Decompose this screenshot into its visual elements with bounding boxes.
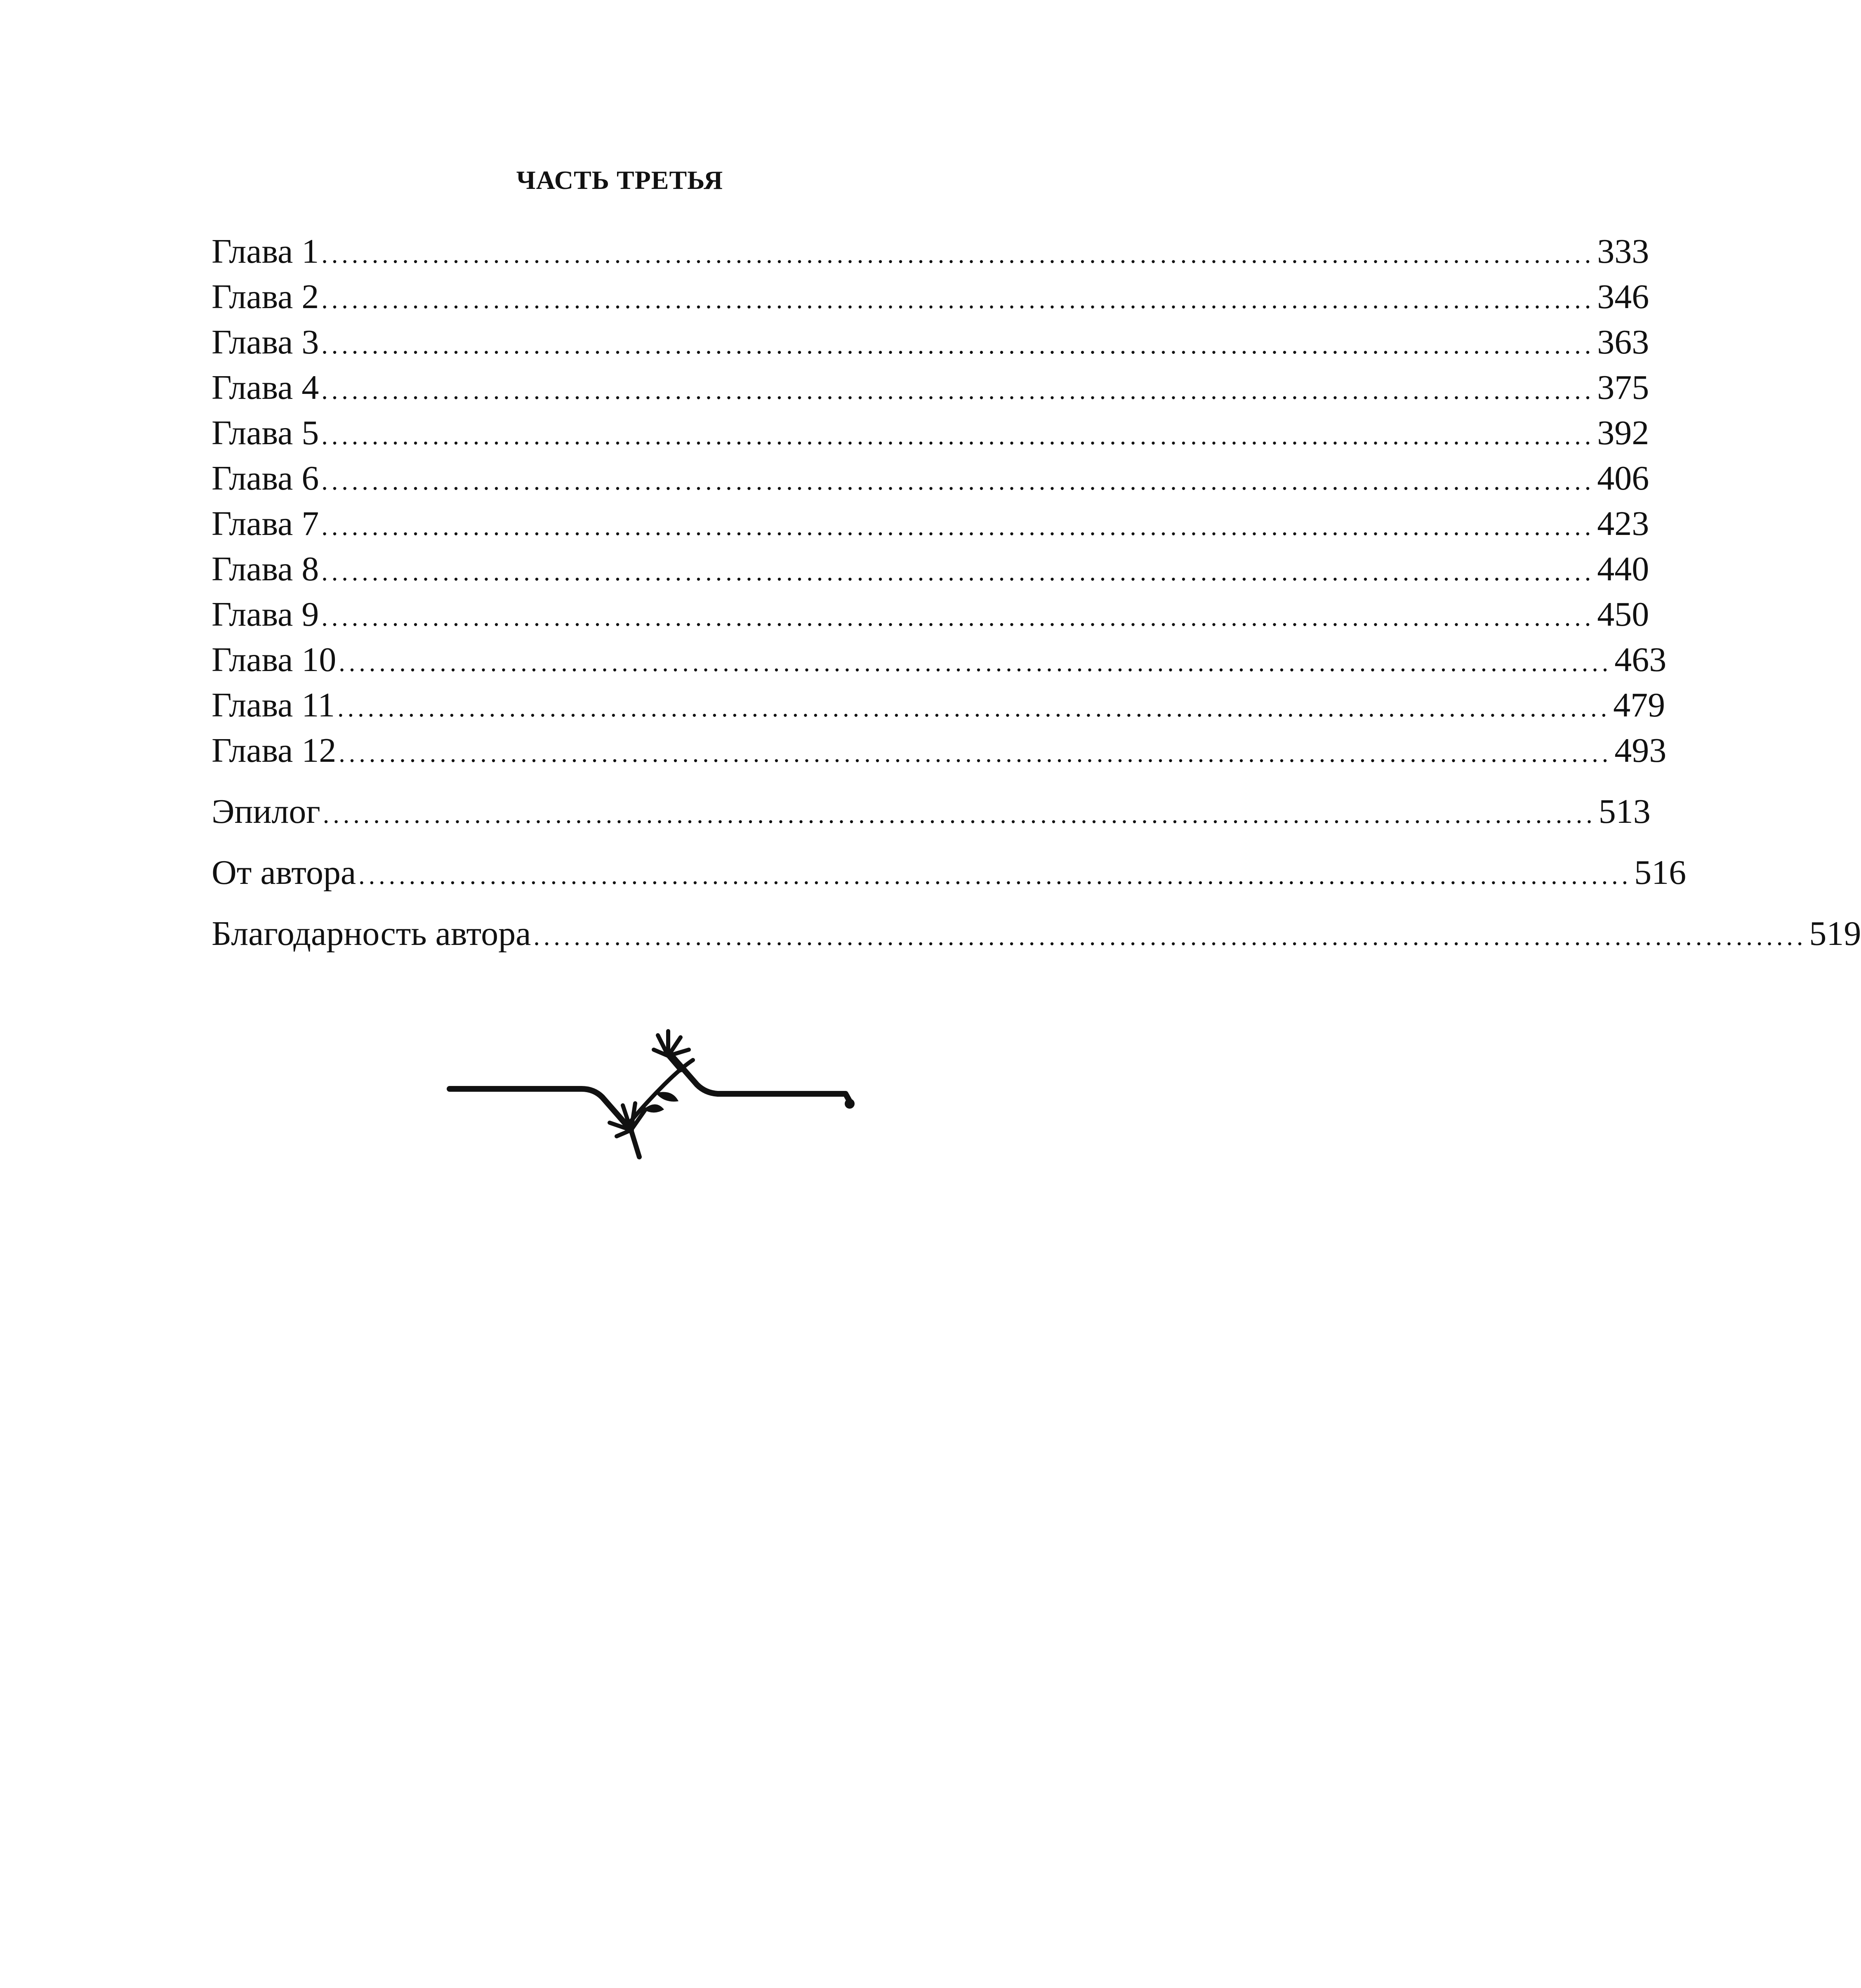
toc-entry-page: 479	[1613, 686, 1665, 724]
dot-leader: ..............................................................................................................................	[323, 801, 1596, 829]
toc-entry-page: 406	[1597, 459, 1649, 497]
toc-entry-page: 346	[1597, 278, 1649, 316]
toc-entry-page: 463	[1614, 641, 1667, 679]
dot-leader: ..............................................................................................................................	[321, 513, 1595, 541]
toc-entry-label: Благодарность автора	[212, 914, 531, 953]
toc-entry-page: 375	[1597, 368, 1649, 407]
toc-entry-chapter-7	[212, 501, 1649, 546]
dot-leader: ..............................................................................................................................	[321, 240, 1595, 269]
toc-entry-chapter-4	[212, 365, 1649, 410]
floral-divider-icon	[450, 1027, 870, 1163]
toc-entry-epilogue	[212, 789, 1651, 834]
toc-entry-chapter-12	[212, 728, 1667, 773]
dot-leader: ..............................................................................................................................	[321, 286, 1595, 314]
dot-leader: ..............................................................................................................................	[339, 649, 1612, 677]
toc-entry-acknowledgements	[212, 911, 1861, 956]
toc-entry-chapter-8	[212, 546, 1649, 592]
toc-entry-label: Глава 9	[212, 595, 319, 634]
toc-entry-chapter-6	[212, 456, 1649, 501]
dot-leader: ..............................................................................................................................	[533, 923, 1807, 951]
dot-leader: ..............................................................................................................................	[339, 740, 1612, 768]
toc-entry-label: Глава 12	[212, 731, 337, 770]
toc-entry-author-note	[212, 850, 1687, 895]
dot-leader: ..............................................................................................................................	[358, 862, 1632, 890]
toc-entry-page: 423	[1597, 504, 1649, 543]
toc-entry-page: 516	[1634, 853, 1687, 892]
dot-leader: ..............................................................................................................................	[321, 422, 1595, 450]
toc-entry-chapter-9	[212, 592, 1649, 637]
toc-entry-label: Глава 10	[212, 641, 337, 679]
toc-entry-label: Глава 2	[212, 278, 319, 316]
toc-entry-page: 519	[1809, 914, 1861, 953]
toc-entry-label: От автора	[212, 853, 356, 892]
dot-leader: ..............................................................................................................................	[321, 467, 1595, 495]
dot-leader: ..............................................................................................................................	[321, 558, 1595, 586]
toc-entry-chapter-5	[212, 410, 1649, 456]
toc-entry-chapter-2	[212, 274, 1649, 320]
dot-leader: ..............................................................................................................................	[321, 331, 1595, 359]
toc-entry-label: Глава 7	[212, 504, 319, 543]
toc-entry-chapter-3	[212, 320, 1649, 365]
table-of-contents	[212, 229, 1861, 956]
toc-entry-page: 392	[1597, 414, 1649, 452]
toc-entry-label: Глава 6	[212, 459, 319, 497]
part-title: ЧАСТЬ ТРЕТЬЯ	[516, 165, 723, 195]
toc-entry-label: Глава 5	[212, 414, 319, 452]
toc-entry-label: Эпилог	[212, 792, 320, 831]
toc-entry-chapter-1	[212, 229, 1649, 274]
toc-entry-label: Глава 1	[212, 232, 319, 271]
toc-entry-chapter-10	[212, 637, 1667, 683]
dot-leader: ..............................................................................................................................	[337, 694, 1611, 722]
toc-entry-page: 450	[1597, 595, 1649, 634]
dot-leader: ..............................................................................................................................	[321, 377, 1595, 405]
toc-entry-label: Глава 8	[212, 550, 319, 588]
toc-entry-label: Глава 3	[212, 323, 319, 361]
toc-entry-label: Глава 11	[212, 686, 335, 724]
toc-entry-page: 513	[1598, 792, 1651, 831]
toc-entry-chapter-11	[212, 683, 1665, 728]
dot-leader: ..............................................................................................................................	[321, 603, 1595, 631]
toc-entry-page: 363	[1597, 323, 1649, 361]
toc-entry-page: 440	[1597, 550, 1649, 588]
toc-entry-page: 493	[1614, 731, 1667, 770]
toc-entry-page: 333	[1597, 232, 1649, 271]
toc-entry-label: Глава 4	[212, 368, 319, 407]
